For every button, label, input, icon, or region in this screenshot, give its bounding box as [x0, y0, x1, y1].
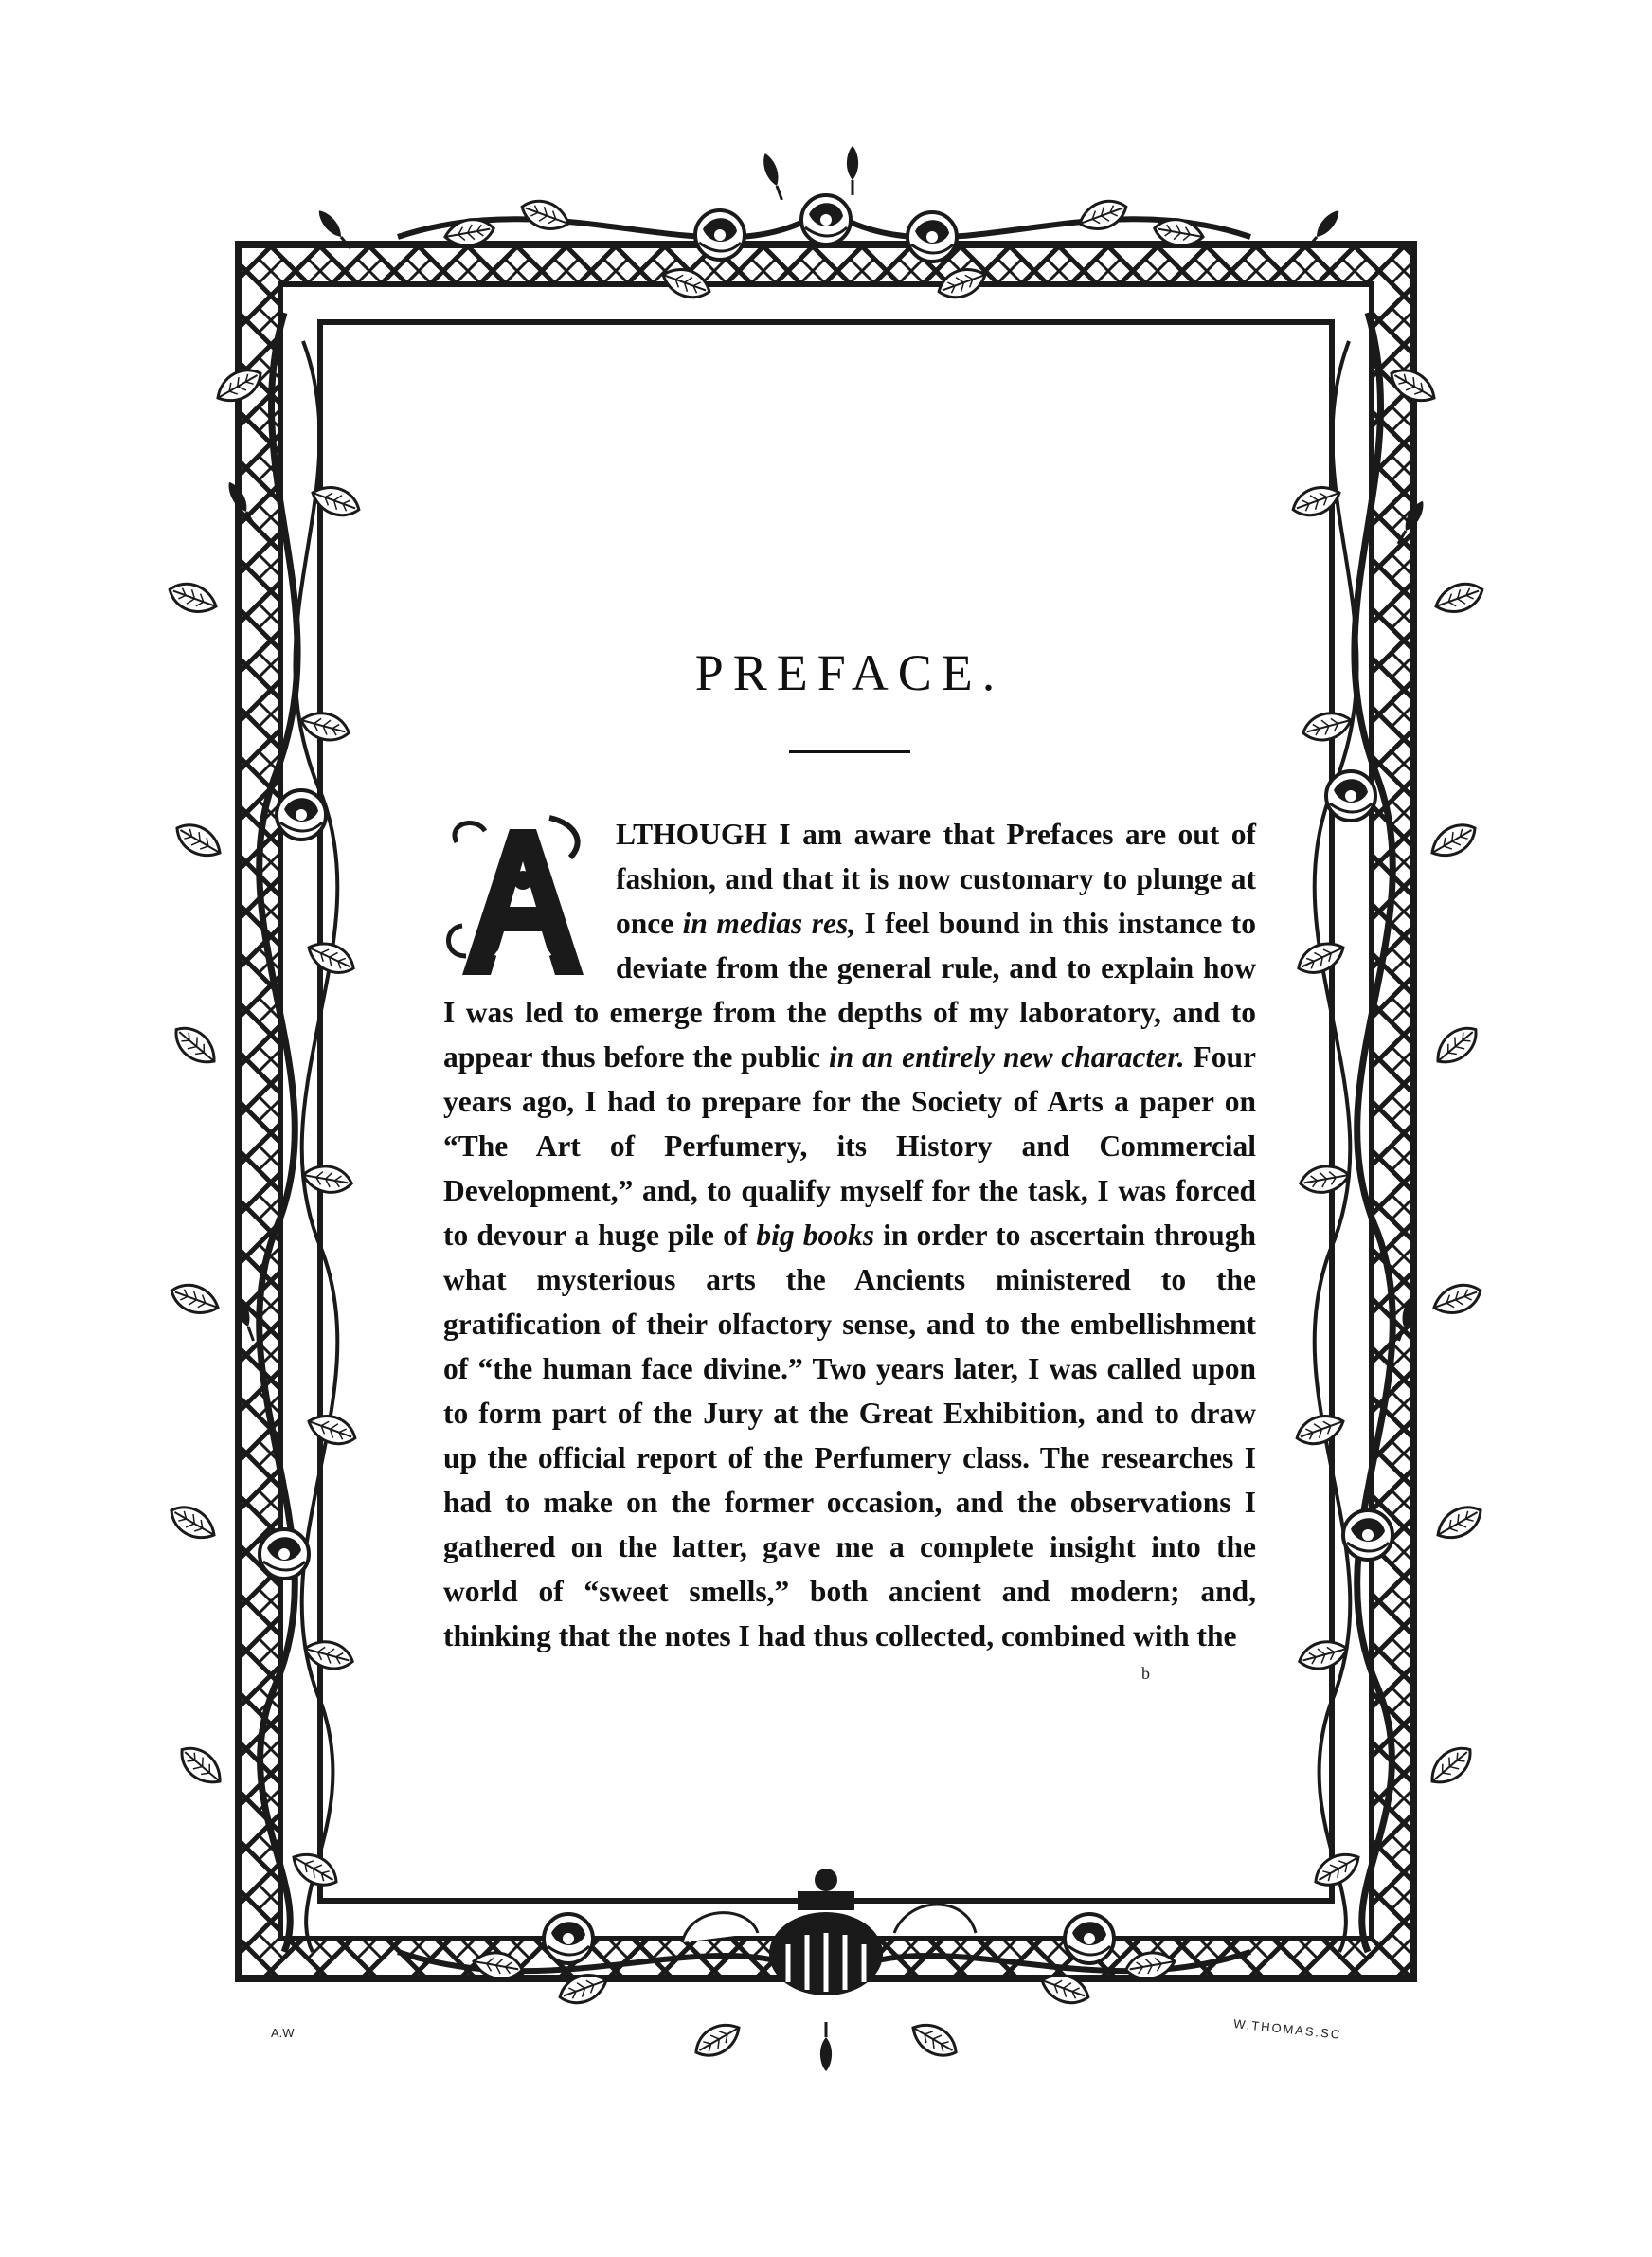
italic-phrase: in an entirely new character. [828, 1040, 1185, 1074]
illuminated-letter-a-icon [443, 814, 602, 979]
text-run: Four years ago, I had to prepare for the Society of Arts a paper on “The Art of Perfumery, its History and Commercial Development,” and, to qualify myself for the task, I was forced to devour a huge pile of [443, 1040, 1256, 1252]
title-rule [789, 750, 910, 753]
text-area [443, 644, 1256, 1658]
page-title: PREFACE. [694, 644, 1005, 701]
text-run: in order to ascertain through what mysterious arts the Ancients ministered to the gratification of their olfactory sense, and to the embellishment of “the human face divine.” Two years later, I was called upon to form part of the Jury at the Great Exhibition, and to draw up the official report of the Perfumery class. The researches I had to make on the former occasion, and the observations I gathered on the latter, gave me a complete insight into the world of “sweet smells,” both ancient and modern; and, thinking that the notes I had thus collected, combined with the [443, 1219, 1256, 1652]
engraver-credit-right: W.THOMAS.SC [1232, 2016, 1342, 2042]
italic-phrase: in medias res, [682, 907, 856, 940]
engraver-credit-left: A.W [271, 2026, 295, 2040]
text-run: I feel bound in this instance to deviate from the general rule, and to explain how I was led to emerge from the depths of my laboratory, and to appear thus before the public [443, 907, 1256, 1074]
svg-text:A: A [523, 886, 524, 887]
text-run: LTHOUGH I am aware that Prefaces are out of fashion, and that it is now customary to plunge at once [616, 818, 1256, 940]
italic-phrase: big books [756, 1219, 875, 1252]
preface-paragraph [443, 812, 1256, 1658]
signature-mark: b [1141, 1664, 1150, 1683]
drop-cap-initial [443, 814, 602, 979]
